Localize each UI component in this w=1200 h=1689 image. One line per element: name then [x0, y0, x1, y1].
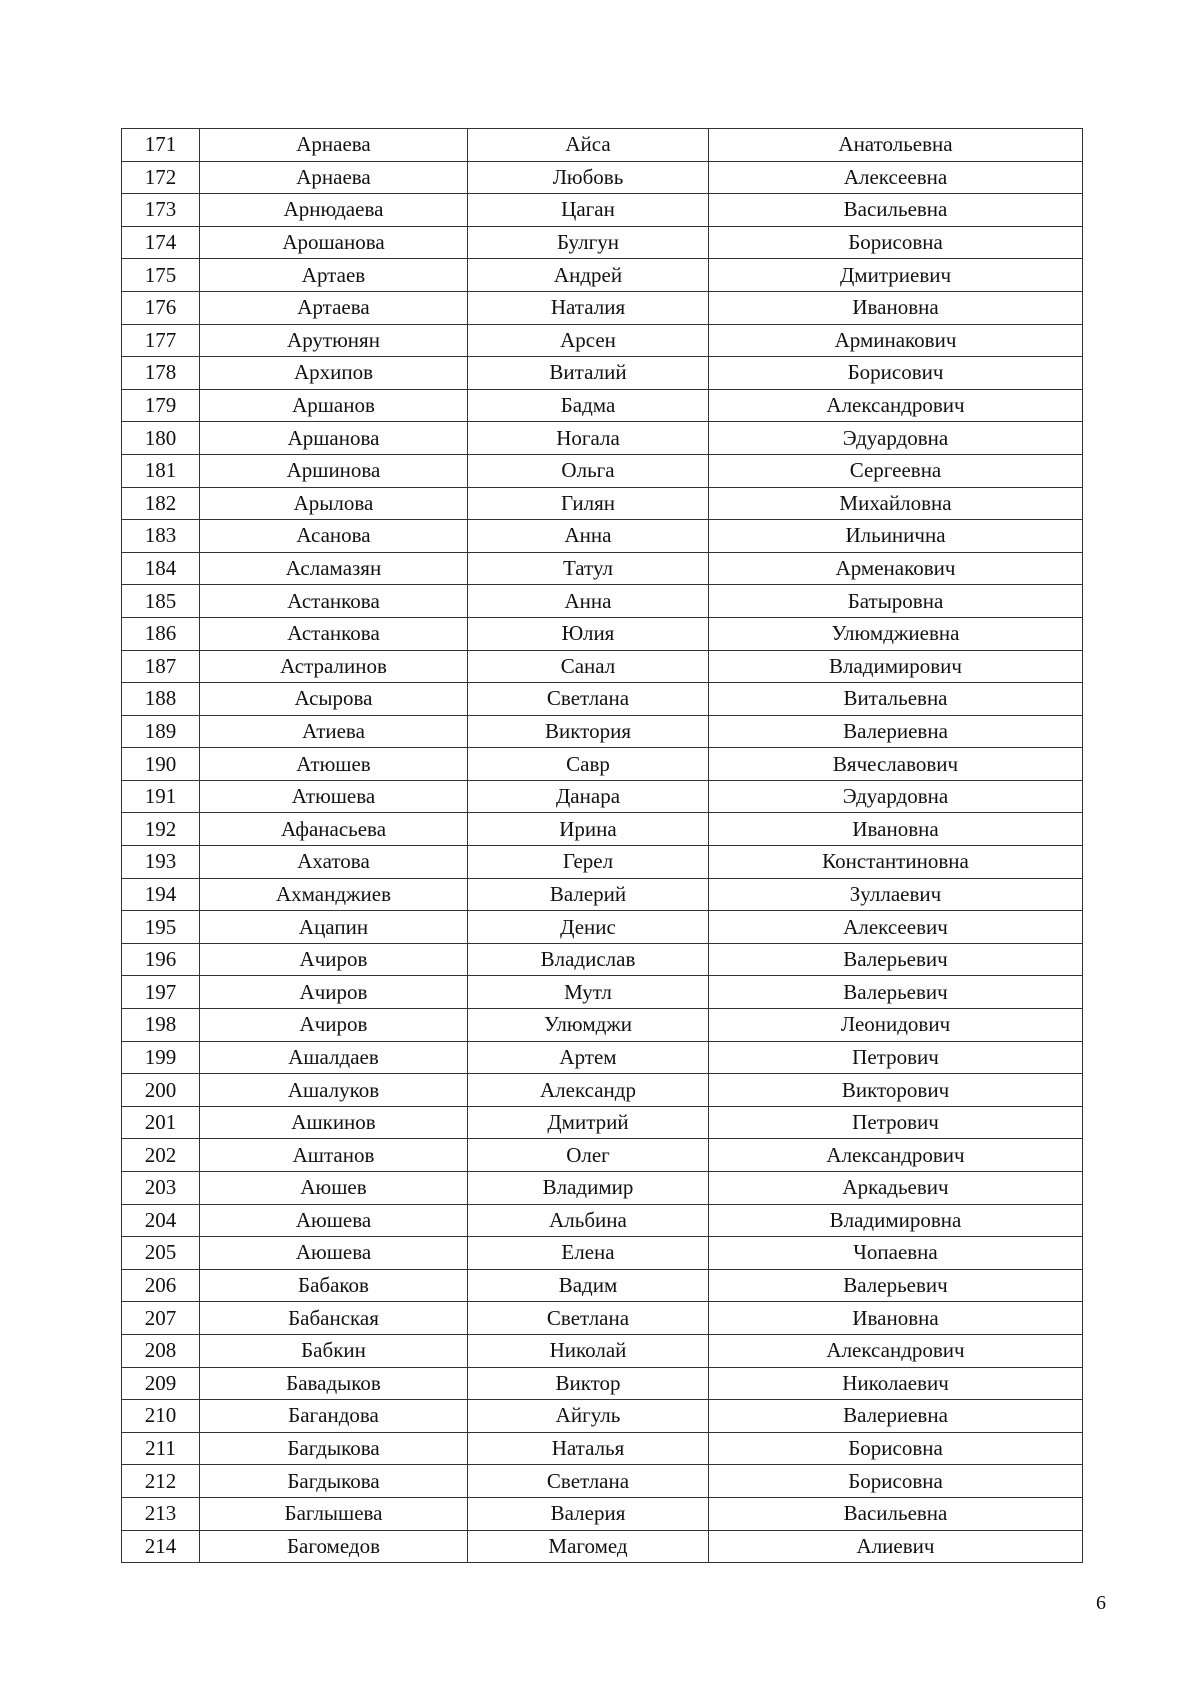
patronymic-cell: Михайловна — [709, 487, 1083, 520]
row-number-cell: 194 — [122, 878, 200, 911]
row-number-cell: 177 — [122, 324, 200, 357]
last-name-cell: Багдыкова — [200, 1432, 468, 1465]
patronymic-cell: Ивановна — [709, 291, 1083, 324]
patronymic-cell: Ивановна — [709, 813, 1083, 846]
last-name-cell: Арнаева — [200, 161, 468, 194]
first-name-cell: Герел — [468, 846, 709, 879]
row-number-cell: 183 — [122, 520, 200, 553]
table-row — [122, 813, 1083, 846]
last-name-cell: Аршинова — [200, 454, 468, 487]
patronymic-cell: Борисовна — [709, 226, 1083, 259]
table-row — [122, 520, 1083, 553]
last-name-cell: Атиева — [200, 715, 468, 748]
row-number-cell: 198 — [122, 1009, 200, 1042]
table-row — [122, 259, 1083, 292]
last-name-cell: Багдыкова — [200, 1465, 468, 1498]
patronymic-cell: Ивановна — [709, 1302, 1083, 1335]
last-name-cell: Ачиров — [200, 943, 468, 976]
last-name-cell: Аштанов — [200, 1139, 468, 1172]
first-name-cell: Любовь — [468, 161, 709, 194]
row-number-cell: 186 — [122, 617, 200, 650]
first-name-cell: Ногала — [468, 422, 709, 455]
row-number-cell: 193 — [122, 846, 200, 879]
table-row — [122, 846, 1083, 879]
row-number-cell: 204 — [122, 1204, 200, 1237]
row-number-cell: 206 — [122, 1269, 200, 1302]
table-row — [122, 650, 1083, 683]
last-name-cell: Аюшева — [200, 1204, 468, 1237]
table-row — [122, 324, 1083, 357]
last-name-cell: Арылова — [200, 487, 468, 520]
row-number-cell: 207 — [122, 1302, 200, 1335]
row-number-cell: 182 — [122, 487, 200, 520]
first-name-cell: Артем — [468, 1041, 709, 1074]
last-name-cell: Ашалуков — [200, 1074, 468, 1107]
row-number-cell: 192 — [122, 813, 200, 846]
table-row — [122, 715, 1083, 748]
first-name-cell: Светлана — [468, 683, 709, 716]
table-row — [122, 1041, 1083, 1074]
row-number-cell: 179 — [122, 389, 200, 422]
first-name-cell: Юлия — [468, 617, 709, 650]
last-name-cell: Багомедов — [200, 1530, 468, 1563]
first-name-cell: Николай — [468, 1334, 709, 1367]
table-row — [122, 1400, 1083, 1433]
first-name-cell: Гилян — [468, 487, 709, 520]
table-row — [122, 1106, 1083, 1139]
row-number-cell: 184 — [122, 552, 200, 585]
first-name-cell: Ирина — [468, 813, 709, 846]
row-number-cell: 180 — [122, 422, 200, 455]
name-table-body — [122, 129, 1083, 1563]
table-row — [122, 1334, 1083, 1367]
last-name-cell: Атюшев — [200, 748, 468, 781]
patronymic-cell: Валериевна — [709, 715, 1083, 748]
row-number-cell: 212 — [122, 1465, 200, 1498]
table-row — [122, 194, 1083, 227]
row-number-cell: 189 — [122, 715, 200, 748]
last-name-cell: Асанова — [200, 520, 468, 553]
first-name-cell: Бадма — [468, 389, 709, 422]
last-name-cell: Арошанова — [200, 226, 468, 259]
last-name-cell: Артаев — [200, 259, 468, 292]
last-name-cell: Ахманджиев — [200, 878, 468, 911]
last-name-cell: Афанасьева — [200, 813, 468, 846]
last-name-cell: Артаева — [200, 291, 468, 324]
last-name-cell: Ашалдаев — [200, 1041, 468, 1074]
patronymic-cell: Батыровна — [709, 585, 1083, 618]
first-name-cell: Анна — [468, 585, 709, 618]
last-name-cell: Ахатова — [200, 846, 468, 879]
table-row — [122, 617, 1083, 650]
first-name-cell: Олег — [468, 1139, 709, 1172]
first-name-cell: Наталья — [468, 1432, 709, 1465]
patronymic-cell: Александрович — [709, 1334, 1083, 1367]
table-row — [122, 487, 1083, 520]
table-row — [122, 1074, 1083, 1107]
last-name-cell: Багандова — [200, 1400, 468, 1433]
table-row — [122, 129, 1083, 162]
patronymic-cell: Леонидович — [709, 1009, 1083, 1042]
row-number-cell: 208 — [122, 1334, 200, 1367]
patronymic-cell: Петрович — [709, 1041, 1083, 1074]
table-row — [122, 1432, 1083, 1465]
last-name-cell: Асырова — [200, 683, 468, 716]
page-number: 6 — [1096, 1592, 1106, 1614]
first-name-cell: Анна — [468, 520, 709, 553]
patronymic-cell: Чопаевна — [709, 1237, 1083, 1270]
table-row — [122, 1204, 1083, 1237]
patronymic-cell: Дмитриевич — [709, 259, 1083, 292]
patronymic-cell: Аркадьевич — [709, 1172, 1083, 1205]
table-row — [122, 1269, 1083, 1302]
patronymic-cell: Васильевна — [709, 194, 1083, 227]
patronymic-cell: Алиевич — [709, 1530, 1083, 1563]
table-row — [122, 226, 1083, 259]
last-name-cell: Аюшева — [200, 1237, 468, 1270]
table-row — [122, 1497, 1083, 1530]
first-name-cell: Савр — [468, 748, 709, 781]
last-name-cell: Ацапин — [200, 911, 468, 944]
patronymic-cell: Сергеевна — [709, 454, 1083, 487]
table-row — [122, 748, 1083, 781]
table-row — [122, 683, 1083, 716]
last-name-cell: Арнаева — [200, 129, 468, 162]
patronymic-cell: Алексеевна — [709, 161, 1083, 194]
patronymic-cell: Викторович — [709, 1074, 1083, 1107]
row-number-cell: 210 — [122, 1400, 200, 1433]
table-row — [122, 943, 1083, 976]
row-number-cell: 200 — [122, 1074, 200, 1107]
patronymic-cell: Петрович — [709, 1106, 1083, 1139]
last-name-cell: Бабаков — [200, 1269, 468, 1302]
last-name-cell: Астралинов — [200, 650, 468, 683]
name-table — [121, 128, 1083, 1563]
row-number-cell: 175 — [122, 259, 200, 292]
row-number-cell: 195 — [122, 911, 200, 944]
patronymic-cell: Валериевна — [709, 1400, 1083, 1433]
table-row — [122, 585, 1083, 618]
first-name-cell: Александр — [468, 1074, 709, 1107]
patronymic-cell: Алексеевич — [709, 911, 1083, 944]
patronymic-cell: Борисовна — [709, 1465, 1083, 1498]
patronymic-cell: Николаевич — [709, 1367, 1083, 1400]
first-name-cell: Андрей — [468, 259, 709, 292]
first-name-cell: Улюмджи — [468, 1009, 709, 1042]
first-name-cell: Дмитрий — [468, 1106, 709, 1139]
first-name-cell: Владислав — [468, 943, 709, 976]
table-row — [122, 1465, 1083, 1498]
table-row — [122, 161, 1083, 194]
last-name-cell: Арутюнян — [200, 324, 468, 357]
first-name-cell: Виталий — [468, 357, 709, 390]
last-name-cell: Бабанская — [200, 1302, 468, 1335]
patronymic-cell: Владимирович — [709, 650, 1083, 683]
row-number-cell: 191 — [122, 780, 200, 813]
row-number-cell: 209 — [122, 1367, 200, 1400]
row-number-cell: 203 — [122, 1172, 200, 1205]
table-row — [122, 291, 1083, 324]
row-number-cell: 205 — [122, 1237, 200, 1270]
row-number-cell: 214 — [122, 1530, 200, 1563]
first-name-cell: Светлана — [468, 1302, 709, 1335]
last-name-cell: Аюшев — [200, 1172, 468, 1205]
last-name-cell: Атюшева — [200, 780, 468, 813]
first-name-cell: Альбина — [468, 1204, 709, 1237]
first-name-cell: Денис — [468, 911, 709, 944]
last-name-cell: Аршанов — [200, 389, 468, 422]
first-name-cell: Вадим — [468, 1269, 709, 1302]
first-name-cell: Виктор — [468, 1367, 709, 1400]
patronymic-cell: Эдуардовна — [709, 422, 1083, 455]
first-name-cell: Наталия — [468, 291, 709, 324]
table-row — [122, 911, 1083, 944]
patronymic-cell: Владимировна — [709, 1204, 1083, 1237]
patronymic-cell: Эдуардовна — [709, 780, 1083, 813]
last-name-cell: Ачиров — [200, 976, 468, 1009]
row-number-cell: 176 — [122, 291, 200, 324]
last-name-cell: Архипов — [200, 357, 468, 390]
patronymic-cell: Вячеславович — [709, 748, 1083, 781]
patronymic-cell: Зуллаевич — [709, 878, 1083, 911]
table-row — [122, 1237, 1083, 1270]
first-name-cell: Магомед — [468, 1530, 709, 1563]
row-number-cell: 202 — [122, 1139, 200, 1172]
table-row — [122, 1302, 1083, 1335]
table-row — [122, 389, 1083, 422]
patronymic-cell: Улюмджиевна — [709, 617, 1083, 650]
row-number-cell: 185 — [122, 585, 200, 618]
table-row — [122, 1530, 1083, 1563]
last-name-cell: Бабкин — [200, 1334, 468, 1367]
row-number-cell: 173 — [122, 194, 200, 227]
row-number-cell: 172 — [122, 161, 200, 194]
first-name-cell: Светлана — [468, 1465, 709, 1498]
table-row — [122, 1009, 1083, 1042]
patronymic-cell: Борисовна — [709, 1432, 1083, 1465]
row-number-cell: 188 — [122, 683, 200, 716]
last-name-cell: Астанкова — [200, 585, 468, 618]
patronymic-cell: Борисович — [709, 357, 1083, 390]
patronymic-cell: Александрович — [709, 1139, 1083, 1172]
row-number-cell: 171 — [122, 129, 200, 162]
patronymic-cell: Константиновна — [709, 846, 1083, 879]
first-name-cell: Айгуль — [468, 1400, 709, 1433]
first-name-cell: Мутл — [468, 976, 709, 1009]
patronymic-cell: Ильинична — [709, 520, 1083, 553]
patronymic-cell: Валерьевич — [709, 976, 1083, 1009]
last-name-cell: Баглышева — [200, 1497, 468, 1530]
patronymic-cell: Александрович — [709, 389, 1083, 422]
first-name-cell: Данара — [468, 780, 709, 813]
row-number-cell: 199 — [122, 1041, 200, 1074]
table-row — [122, 780, 1083, 813]
first-name-cell: Булгун — [468, 226, 709, 259]
patronymic-cell: Витальевна — [709, 683, 1083, 716]
first-name-cell: Татул — [468, 552, 709, 585]
first-name-cell: Елена — [468, 1237, 709, 1270]
first-name-cell: Владимир — [468, 1172, 709, 1205]
row-number-cell: 213 — [122, 1497, 200, 1530]
last-name-cell: Аршанова — [200, 422, 468, 455]
table-row — [122, 878, 1083, 911]
row-number-cell: 178 — [122, 357, 200, 390]
last-name-cell: Арнюдаева — [200, 194, 468, 227]
table-row — [122, 1172, 1083, 1205]
patronymic-cell: Арминакович — [709, 324, 1083, 357]
first-name-cell: Айса — [468, 129, 709, 162]
patronymic-cell: Валерьевич — [709, 1269, 1083, 1302]
table-row — [122, 552, 1083, 585]
first-name-cell: Цаган — [468, 194, 709, 227]
table-row — [122, 454, 1083, 487]
first-name-cell: Виктория — [468, 715, 709, 748]
last-name-cell: Ачиров — [200, 1009, 468, 1042]
table-row — [122, 976, 1083, 1009]
row-number-cell: 201 — [122, 1106, 200, 1139]
row-number-cell: 211 — [122, 1432, 200, 1465]
table-row — [122, 1367, 1083, 1400]
first-name-cell: Арсен — [468, 324, 709, 357]
first-name-cell: Ольга — [468, 454, 709, 487]
table-row — [122, 1139, 1083, 1172]
first-name-cell: Валерий — [468, 878, 709, 911]
row-number-cell: 181 — [122, 454, 200, 487]
row-number-cell: 197 — [122, 976, 200, 1009]
row-number-cell: 196 — [122, 943, 200, 976]
patronymic-cell: Арменакович — [709, 552, 1083, 585]
table-row — [122, 422, 1083, 455]
patronymic-cell: Анатольевна — [709, 129, 1083, 162]
patronymic-cell: Валерьевич — [709, 943, 1083, 976]
last-name-cell: Бавадыков — [200, 1367, 468, 1400]
last-name-cell: Астанкова — [200, 617, 468, 650]
first-name-cell: Валерия — [468, 1497, 709, 1530]
patronymic-cell: Васильевна — [709, 1497, 1083, 1530]
last-name-cell: Ашкинов — [200, 1106, 468, 1139]
first-name-cell: Санал — [468, 650, 709, 683]
table-row — [122, 357, 1083, 390]
row-number-cell: 187 — [122, 650, 200, 683]
last-name-cell: Асламазян — [200, 552, 468, 585]
row-number-cell: 190 — [122, 748, 200, 781]
row-number-cell: 174 — [122, 226, 200, 259]
